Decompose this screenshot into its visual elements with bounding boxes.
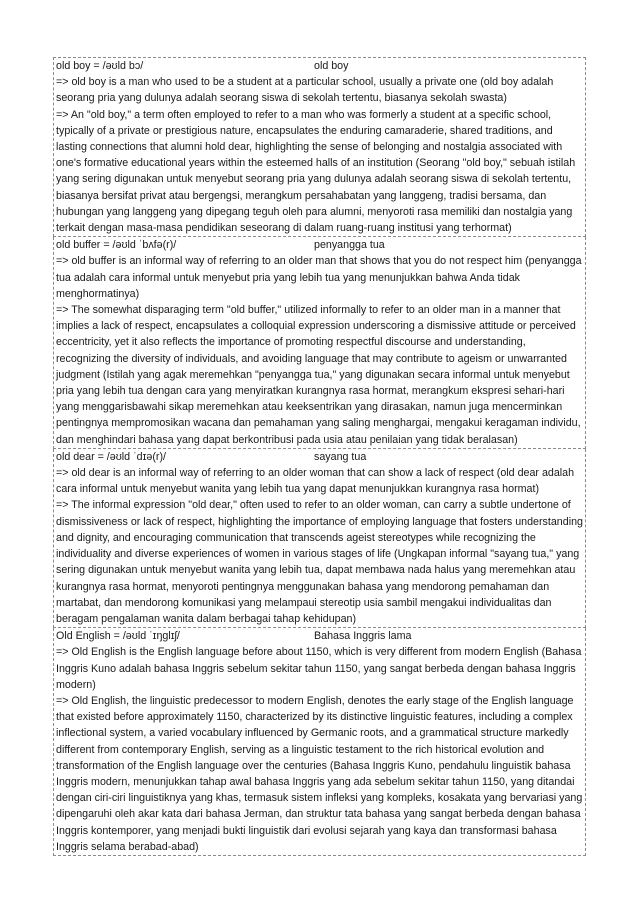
entry-old-boy bbox=[53, 57, 586, 237]
definition-long: => The informal expression "old dear," often used to refer to an older woman, can carry a subtle undertone of dismissiveness or lack of respect, highlighting the importance of employing language that fosters understanding and dignity, and encouraging communication that transcends ageist stereotypes while recognizing the individuality and diverse experiences of women in various stages of life (Ungkapan informal "sayang tua," yang sering digunakan untuk menyebut wanita yang lebih tua, dapat membawa nada halus yang meremehkan atau kurangnya rasa hormat, menyoroti pentingnya menggunakan bahasa yang mendorong pemahaman dan martabat, dan mendorong komunikasi yang melampaui stereotip usia sambil mengakui individualitas dan beragam pengalaman wanita dalam berbagai tahap kehidupan) bbox=[56, 499, 583, 625]
definition-long: => The somewhat disparaging term "old buffer," utilized informally to refer to an older man in a manner that implies a lack of respect, encapsulates a colloquial expression underscoring a dismissive attitude or perceived eccentricity, yet it also reflects the importance of promoting respectful discourse and understanding, recognizing the diversity of individuals, and avoiding language that may contribute to ageism or unwarranted judgment (Istilah yang agak meremehkan "penyangga tua," yang digunakan secara informal untuk menyebut pria yang lebih tua dengan cara yang menyiratkan kurangnya rasa hormat, merangkum ekspresi sehari-hari yang menggarisbawahi sikap meremehkan atau keeksentrikan yang dirasakan, namun juga mencerminkan pentingnya mempromosikan wacana dan pemahaman yang saling menghargai, mengakui keragaman individu, dan menghindari bahasa yang dapat berkontribusi pada usia atau penilaian yang tidak beralasan) bbox=[56, 304, 581, 446]
definition-short: => Old English is the English language before about 1150, which is very different from modern English (Bahasa Inggris Kuno adalah bahasa Inggris sebelum sekitar tahun 1150, yang sangat berbeda dengan bahasa Inggris modern) bbox=[56, 646, 582, 691]
dictionary-page bbox=[53, 57, 586, 856]
entry-header bbox=[56, 449, 583, 465]
entry-header bbox=[56, 237, 583, 253]
definition-short: => old dear is an informal way of referring to an older woman that can show a lack of respect (old dear adalah cara informal untuk menyebut wanita yang lebih tua yang dapat menunjukkan kurangnya rasa hormat) bbox=[56, 467, 575, 496]
entry-old-buffer bbox=[53, 237, 586, 449]
entry-term: old dear = /əʊld ˈdɪə(r)/ bbox=[56, 450, 166, 463]
entry-translation: old boy bbox=[314, 60, 349, 72]
entry-translation: sayang tua bbox=[314, 450, 367, 463]
definition-long: => Old English, the linguistic predecessor to modern English, denotes the early stage of the English language that existed before approximately 1150, characterized by its distinctive linguistic features, including a complex inflectional system, a varied vocabulary influenced by Germanic roots, and a grammatical structure markedly different from contemporary English, serving as a linguistic testament to the rich historical evolution and transformation of the English language over the centuries (Bahasa Inggris Kuno, pendahulu linguistik bahasa Inggris modern, menunjukkan tahap awal bahasa Inggris yang ada sebelum sekitar tahun 1150, yang ditandai dengan ciri-ciri linguistiknya yang khas, termasuk sistem infleksi yang kompleks, kosakata yang bervariasi yang dipengaruhi oleh akar kata dari bahasa Jerman, dan struktur tata bahasa yang sangat berbeda dengan bahasa Inggris kontemporer, yang menjadi bukti linguistik dari evolusi sejarah yang kaya dan transformasi bahasa Inggris selama berabad-abad) bbox=[56, 694, 583, 853]
entry-term: Old English = /əʊld ˈɪŋɡlɪʃ/ bbox=[56, 630, 180, 643]
entry-translation: penyangga tua bbox=[314, 239, 385, 252]
entry-header bbox=[56, 58, 583, 74]
entry-old-english bbox=[53, 628, 586, 856]
entry-header bbox=[56, 628, 583, 644]
definition-short: => old buffer is an informal way of referring to an older man that shows that you do not respect him (penyangga tua adalah cara informal untuk menyebut pria yang lebih tua yang menunjukkan bahwa Anda tidak menghormatinya) bbox=[56, 255, 582, 300]
definition-long: => An "old boy," a term often employed to refer to a man who was formerly a student at a specific school, typically of a private or prestigious nature, encapsulates the enduring camaraderie, shared traditions, and lasting connections that alumni hold dear, highlighting the sense of belonging and nostalgia associated with one's formative educational years within the esteemed halls of an institution (Seorang "old boy," sebuah istilah yang sering digunakan untuk menyebut seorang pria yang dulunya adalah seorang siswa di sekolah tertentu, biasanya bersifat privat atau bergengsi, merangkum persahabatan yang langgeng, tradisi bersama, dan hubungan yang langgeng yang dipegang teguh oleh para alumni, menyoroti rasa memiliki dan nostalgia yang terkait dengan masa-masa pendidikan seseorang di dalam ruang-ruang institusi yang terhormat) bbox=[56, 108, 576, 235]
entry-term: old buffer = /əʊld ˈbʌfə(r)/ bbox=[56, 239, 177, 252]
entry-term: old boy = /əʊld bɔ/ bbox=[56, 60, 144, 72]
entry-old-dear bbox=[53, 449, 586, 628]
entry-translation: Bahasa Inggris lama bbox=[314, 630, 412, 643]
definition-short: => old boy is a man who used to be a student at a particular school, usually a private one (old boy adalah seorang pria yang dulunya adalah seorang siswa di sekolah tertentu, biasanya sekolah swasta) bbox=[56, 76, 554, 105]
